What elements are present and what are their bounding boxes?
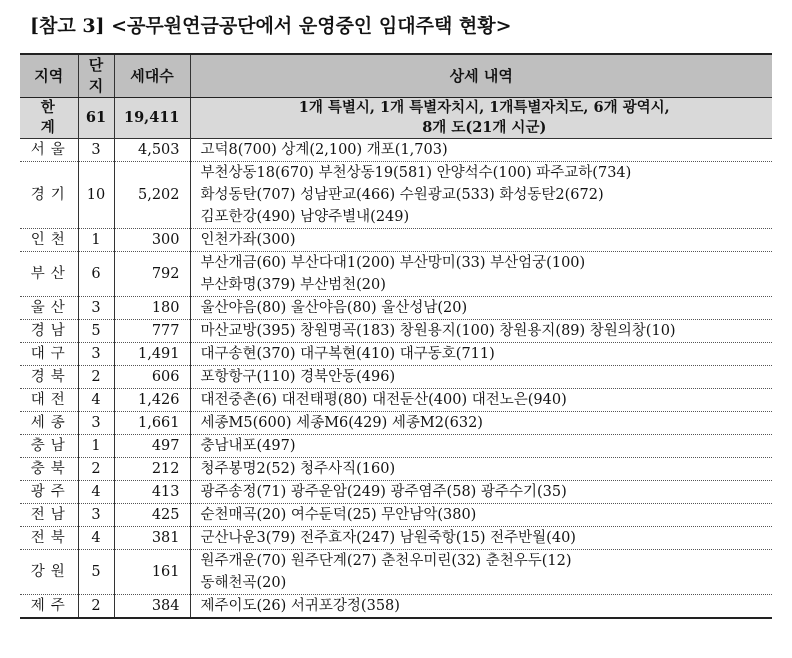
table-row <box>20 139 772 162</box>
complexes-cell: 3 <box>78 343 114 366</box>
households-cell: 792 <box>114 252 190 297</box>
details-line: 대전중촌(6) 대전태평(80) 대전둔산(400) 대전노은(940) <box>200 392 567 408</box>
complexes-cell: 5 <box>78 550 114 595</box>
households-cell: 4,503 <box>114 139 190 162</box>
details-cell <box>190 458 772 481</box>
details-cell <box>190 252 772 297</box>
details-line: 제주이도(26) 서귀포강정(358) <box>200 598 400 614</box>
table-row <box>20 229 772 252</box>
households-cell: 381 <box>114 527 190 550</box>
details-line: 마산교방(395) 창원명곡(183) 창원용지(100) 창원용지(89) 창원의창(10) <box>200 323 676 339</box>
total-details-line: 1개 특별시, 1개 특별자치시, 1개특별자치도, 6개 광역시, <box>298 99 670 116</box>
header-region: 지역 <box>20 54 78 98</box>
table-row <box>20 435 772 458</box>
complexes-cell: 4 <box>78 481 114 504</box>
households-cell: 180 <box>114 297 190 320</box>
region-cell: 세종 <box>20 412 78 435</box>
details-cell <box>190 389 772 412</box>
details-line: 세종M5(600) 세종M6(429) 세종M2(632) <box>200 415 483 431</box>
complexes-cell: 5 <box>78 320 114 343</box>
table-row <box>20 458 772 481</box>
complexes-cell: 1 <box>78 229 114 252</box>
complexes-cell: 3 <box>78 297 114 320</box>
table-row <box>20 389 772 412</box>
complexes-cell: 3 <box>78 139 114 162</box>
table-row <box>20 366 772 389</box>
region-cell: 울산 <box>20 297 78 320</box>
details-cell <box>190 435 772 458</box>
rental-housing-table <box>20 53 772 619</box>
details-line: 울산야음(80) 울산야음(80) 울산성남(20) <box>200 300 468 316</box>
table-row <box>20 343 772 366</box>
details-cell <box>190 139 772 162</box>
details-line: 군산나운3(79) 전주효자(247) 남원죽항(15) 전주반월(40) <box>200 530 576 546</box>
households-cell: 212 <box>114 458 190 481</box>
complexes-cell: 3 <box>78 504 114 527</box>
complexes-cell: 3 <box>78 412 114 435</box>
region-cell: 제주 <box>20 595 78 619</box>
region-cell: 경북 <box>20 366 78 389</box>
details-cell <box>190 481 772 504</box>
households-cell: 300 <box>114 229 190 252</box>
region-cell: 강원 <box>20 550 78 595</box>
region-cell: 경기 <box>20 162 78 229</box>
households-cell: 1,426 <box>114 389 190 412</box>
region-cell: 충북 <box>20 458 78 481</box>
details-line: 김포한강(490) 남양주별내(249) <box>200 209 410 225</box>
region-cell: 대구 <box>20 343 78 366</box>
header-households: 세대수 <box>114 54 190 98</box>
details-line: 부천상동18(670) 부천상동19(581) 안양석수(100) 파주교하(734) <box>200 165 632 181</box>
total-complexes: 61 <box>78 98 114 139</box>
details-cell <box>190 504 772 527</box>
document-title: [참고 3] <공무원연금공단에서 운영중인 임대주택 현황> <box>30 15 512 37</box>
total-households: 19,411 <box>114 98 190 139</box>
region-cell: 경남 <box>20 320 78 343</box>
complexes-cell: 6 <box>78 252 114 297</box>
header-details: 상세 내역 <box>190 54 772 98</box>
total-details-line: 8개 도(21개 시군) <box>422 119 547 136</box>
details-line: 고덕8(700) 상계(2,100) 개포(1,703) <box>200 142 448 158</box>
complexes-cell: 2 <box>78 458 114 481</box>
region-cell: 부산 <box>20 252 78 297</box>
details-line: 충남내포(497) <box>200 438 296 454</box>
complexes-cell: 10 <box>78 162 114 229</box>
region-cell: 인천 <box>20 229 78 252</box>
households-cell: 606 <box>114 366 190 389</box>
details-line: 순천매곡(20) 여수둔덕(25) 무안남악(380) <box>200 507 477 523</box>
table-row <box>20 504 772 527</box>
details-cell <box>190 320 772 343</box>
households-cell: 413 <box>114 481 190 504</box>
details-cell <box>190 229 772 252</box>
details-line: 광주송정(71) 광주운암(249) 광주염주(58) 광주수기(35) <box>200 484 567 500</box>
table-row <box>20 481 772 504</box>
details-cell <box>190 162 772 229</box>
table-row <box>20 320 772 343</box>
households-cell: 777 <box>114 320 190 343</box>
header-complexes: 단지 <box>78 54 114 98</box>
households-cell: 161 <box>114 550 190 595</box>
households-cell: 384 <box>114 595 190 619</box>
details-line: 포항항구(110) 경북안동(496) <box>200 369 396 385</box>
table-row <box>20 252 772 297</box>
complexes-cell: 2 <box>78 366 114 389</box>
details-cell <box>190 595 772 619</box>
households-cell: 425 <box>114 504 190 527</box>
details-line: 원주개운(70) 원주단계(27) 춘천우미린(32) 춘천우두(12) <box>200 553 572 569</box>
region-cell: 서울 <box>20 139 78 162</box>
complexes-cell: 1 <box>78 435 114 458</box>
region-cell: 충남 <box>20 435 78 458</box>
table-header-row <box>20 54 772 98</box>
details-line: 청주봉명2(52) 청주사직(160) <box>200 461 396 477</box>
details-cell <box>190 366 772 389</box>
region-cell: 전북 <box>20 527 78 550</box>
households-cell: 5,202 <box>114 162 190 229</box>
total-row <box>20 98 772 139</box>
details-line: 대구송현(370) 대구복현(410) 대구동호(711) <box>200 346 495 362</box>
details-line: 부산개금(60) 부산다대1(200) 부산망미(33) 부산엄궁(100) <box>200 255 586 271</box>
details-cell <box>190 297 772 320</box>
table-row <box>20 162 772 229</box>
table-row <box>20 550 772 595</box>
details-cell <box>190 527 772 550</box>
complexes-cell: 2 <box>78 595 114 619</box>
total-region: 한 계 <box>20 98 78 139</box>
details-line: 화성동탄(707) 성남판교(466) 수원광교(533) 화성동탄2(672) <box>200 187 604 203</box>
region-cell: 대전 <box>20 389 78 412</box>
details-cell <box>190 412 772 435</box>
table-row <box>20 412 772 435</box>
details-cell <box>190 343 772 366</box>
table-row <box>20 297 772 320</box>
details-line: 인천가좌(300) <box>200 232 296 248</box>
households-cell: 497 <box>114 435 190 458</box>
table-row <box>20 527 772 550</box>
details-cell <box>190 550 772 595</box>
complexes-cell: 4 <box>78 527 114 550</box>
details-line: 동해천곡(20) <box>200 575 287 591</box>
total-details <box>190 98 772 139</box>
details-line: 부산화명(379) 부산범천(20) <box>200 277 386 293</box>
table-row <box>20 595 772 619</box>
region-cell: 전남 <box>20 504 78 527</box>
region-cell: 광주 <box>20 481 78 504</box>
complexes-cell: 4 <box>78 389 114 412</box>
households-cell: 1,491 <box>114 343 190 366</box>
households-cell: 1,661 <box>114 412 190 435</box>
